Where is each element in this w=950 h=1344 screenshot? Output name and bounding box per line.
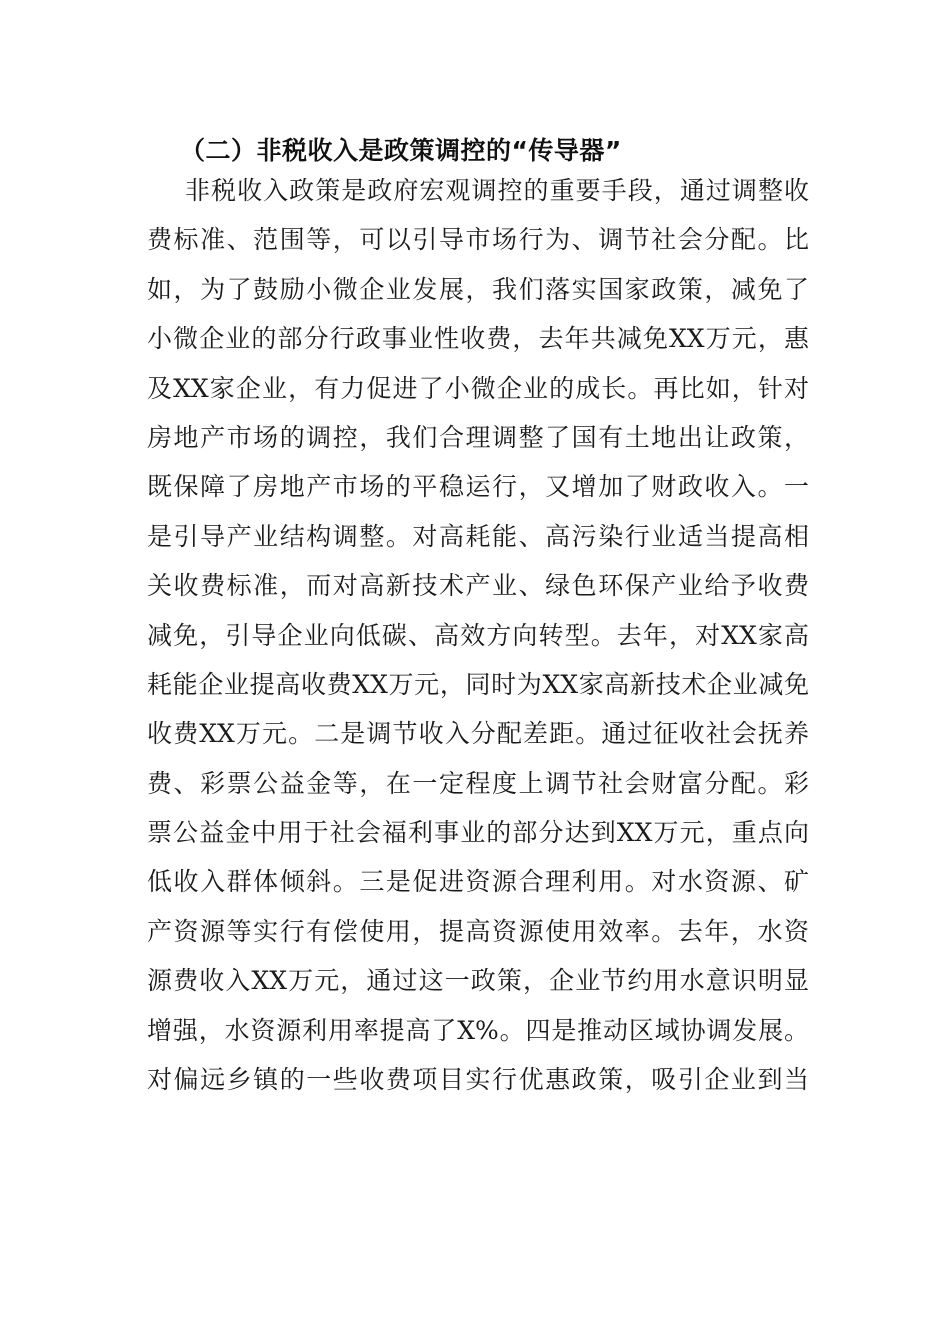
paragraph-line: 关收费标准，而对高新技术产业、绿色环保产业给予收费 bbox=[147, 571, 809, 601]
paragraph-line: 及XX家企业，有力促进了小微企业的成长。再比如，针对 bbox=[147, 373, 809, 403]
paragraph-line: 源费收入XX万元，通过这一政策，企业节约用水意识明显 bbox=[147, 966, 809, 996]
paragraph-line: 耗能企业提高收费XX万元，同时为XX家高新技术企业减免 bbox=[147, 669, 809, 699]
paragraph-line: 对偏远乡镇的一些收费项目实行优惠政策，吸引企业到当 bbox=[147, 1065, 809, 1095]
paragraph-line: 如，为了鼓励小微企业发展，我们落实国家政策，减免了 bbox=[147, 274, 809, 304]
paragraph-line: 收费XX万元。二是调节收入分配差距。通过征收社会抚养 bbox=[147, 719, 809, 749]
paragraph-line: 是引导产业结构调整。对高耗能、高污染行业适当提高相 bbox=[147, 521, 809, 551]
paragraph-line: 费、彩票公益金等，在一定程度上调节社会财富分配。彩 bbox=[147, 768, 809, 798]
paragraph-line: 低收入群体倾斜。三是促进资源合理利用。对水资源、矿 bbox=[147, 867, 809, 897]
paragraph-line: 票公益金中用于社会福利事业的部分达到XX万元，重点向 bbox=[147, 818, 809, 848]
paragraph-line: 产资源等实行有偿使用，提高资源使用效率。去年，水资 bbox=[147, 916, 809, 946]
paragraph-line: 费标准、范围等，可以引导市场行为、调节社会分配。比 bbox=[147, 225, 809, 255]
paragraph-line: 既保障了房地产市场的平稳运行，又增加了财政收入。一 bbox=[147, 472, 809, 502]
paragraph-line: 非税收入政策是政府宏观调控的重要手段，通过调整收 bbox=[185, 176, 809, 205]
paragraph-line: 房地产市场的调控，我们合理调整了国有土地出让政策， bbox=[147, 422, 809, 452]
paragraph-line: 小微企业的部分行政事业性收费，去年共减免XX万元，惠 bbox=[147, 324, 809, 354]
body-paragraph bbox=[147, 166, 809, 1104]
paragraph-line: 减免，引导企业向低碳、高效方向转型。去年，对XX家高 bbox=[147, 620, 809, 650]
paragraph-line: 增强，水资源利用率提高了X%。四是推动区域协调发展。 bbox=[147, 1015, 809, 1045]
section-heading: （二）非税收入是政策调控的“传导器” bbox=[180, 136, 622, 165]
